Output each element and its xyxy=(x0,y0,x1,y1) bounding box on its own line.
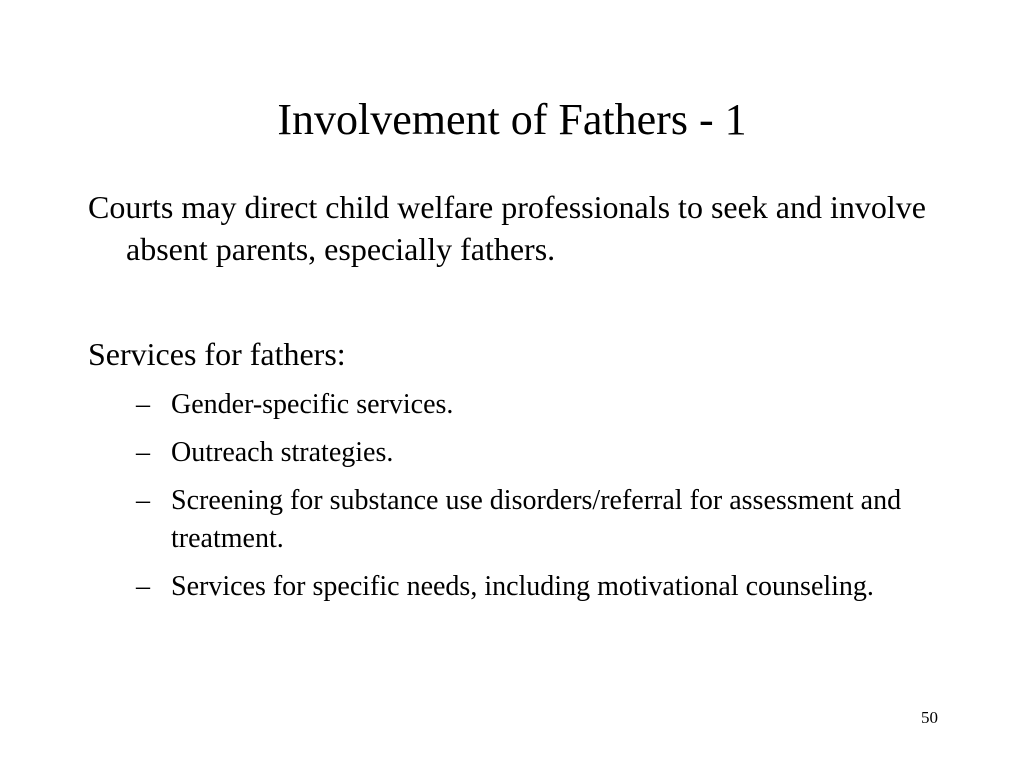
paragraph-courts: Courts may direct child welfare professionals to seek and involve absent parents, especially fathers. xyxy=(88,189,926,267)
list-item xyxy=(136,482,936,558)
list-item xyxy=(136,568,936,606)
dash-bullet: – xyxy=(136,485,150,516)
dash-bullet: – xyxy=(136,571,150,602)
list-item-text: Outreach strategies. xyxy=(171,437,394,468)
list-item-text: Services for specific needs, including motivational counseling. xyxy=(171,571,874,602)
slide-number: 50 xyxy=(921,708,938,727)
list-item-text: Screening for substance use disorders/referral for assessment and treatment. xyxy=(171,485,902,554)
list-item xyxy=(136,434,936,472)
slide-title: Involvement of Fathers - 1 xyxy=(277,95,747,144)
dash-bullet: – xyxy=(136,389,150,420)
dash-bullet: – xyxy=(136,437,150,468)
paragraph-services-heading: Services for fathers: xyxy=(88,336,346,372)
list-item xyxy=(136,386,936,424)
list-item-text: Gender-specific services. xyxy=(171,389,454,420)
services-list xyxy=(136,386,936,616)
